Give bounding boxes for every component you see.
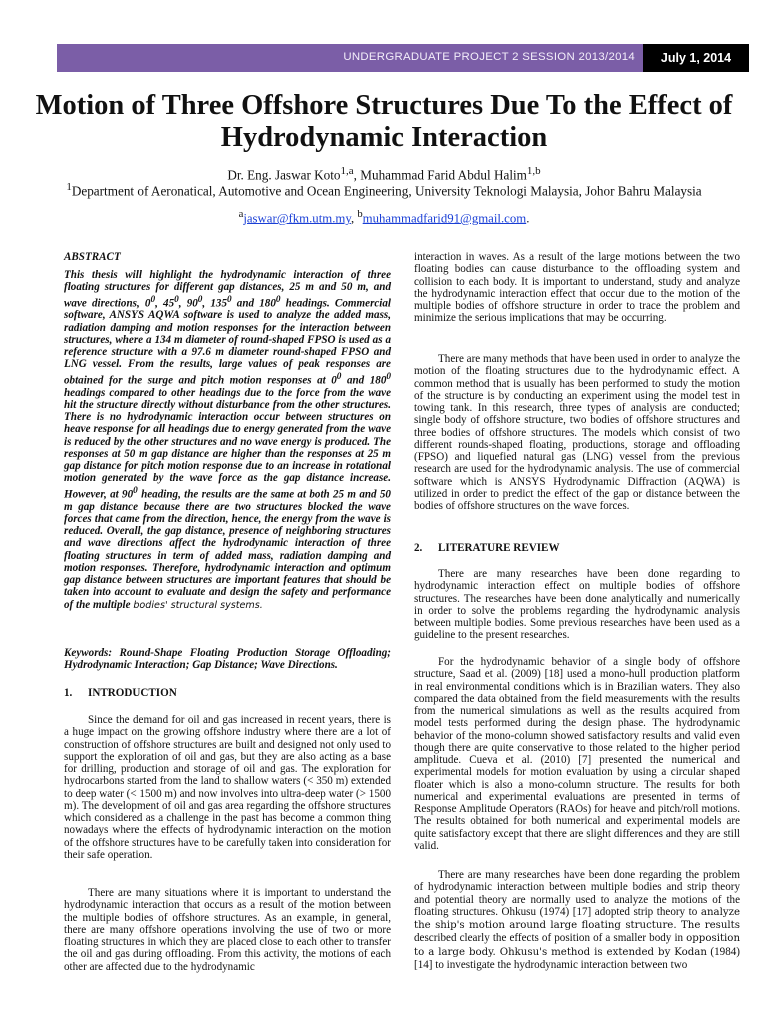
affiliation-sup: 1 xyxy=(66,181,72,193)
email-a-sup: a xyxy=(238,209,244,220)
author-2-sup: 1,b xyxy=(526,165,541,177)
author-separator: , xyxy=(353,167,361,183)
keywords: Keywords: Round-Shape Floating Production Storage Offloading; Hydrodynamic Interaction; Gap Distance; Wave Directions. xyxy=(64,647,391,672)
abstract-body xyxy=(64,269,391,612)
right-paragraph-2: There are many methods that have been used in order to analyze the motion of the floating structures due to the hydrodynamic effect. A common method that is usually has been performed to study the motion of the structure is by conducting an experiment using the model test in towing tank. In this research, three types of analysis are conducted; single body of offshore structure, two bodies of offshore structures and three bodies of offshore structures. The models which consist of two different rounds-shaped floating, productions, storage and offloading (FPSO) and liquefied natural gas (LNG) vessel from the previous research are used for the hydrodynamic analysis. The use of commercial software which is ANSYS Hydrodynamic Diffraction (AQWA) is utilized in order to predict the effect of the gap or distance between the bodies of offshore structures on the wave forces. xyxy=(414,353,740,512)
affiliation xyxy=(20,180,748,199)
abstract-text-6: headings. Commercial software, ANSYS AQWA software is used to analyze the added mass, radiation damping and motion responses for the interaction between structures, where a 134 m diameter of round-shaped FPSO is used as a reference structure with a 97.6 m diameter round-shaped FPSO and LNG vessel. From the results, large values of peak responses are obtained for the surge and pitch motion responses at 0 xyxy=(64,297,392,387)
email-line xyxy=(20,208,748,225)
abstract-text-4: , 135 xyxy=(202,297,228,310)
degree-sup: 0 xyxy=(227,294,232,305)
degree-sup: 0 xyxy=(336,371,342,382)
author-1-sup: 1,a xyxy=(340,165,354,177)
email-link-a[interactable]: jaswar@fkm.utm.my xyxy=(243,211,351,226)
section-1-number: 1. xyxy=(64,687,73,699)
section-1-heading xyxy=(64,687,177,699)
intro-paragraph-2: There are many situations where it is important to understand the hydrodynamic interaction that occurs as a result of the motion between the multiple bodies of offshore structures. As an example, in general, there are many offshore operations involving the use of two or more floating structures in which they are placed close to each other to transfer the oil and gas during offloading. From this activity, the motions of each other are affected due to the hydrodynamic xyxy=(64,887,391,973)
abstract-text-5: and 180 xyxy=(231,297,276,310)
degree-sup: 0 xyxy=(133,485,138,496)
degree-sup: 0 xyxy=(275,294,281,305)
paper-title: Motion of Three Offshore Structures Due To the Effect of Hydrodynamic Interaction xyxy=(35,90,733,153)
section-2-heading xyxy=(414,542,560,554)
email-end: . xyxy=(526,211,530,226)
literature-paragraph-3 xyxy=(414,869,740,971)
header-session-text: UNDERGRADUATE PROJECT 2 SESSION 2013/2014 xyxy=(343,51,635,63)
degree-sup: 0 xyxy=(150,294,156,305)
author-1: Dr. Eng. Jaswar Koto xyxy=(227,167,341,183)
abstract-heading: ABSTRACT xyxy=(64,251,121,263)
literature-paragraph-1: There are many researches have been done regarding to hydrodynamic interaction effect on multiple bodies of offshore structures. The researches have been done analytically and numerically in order to solve the problems regarding the hydrodynamic analysis between multiple bodies. Some previous researches have been used as a guideline to the present researches. xyxy=(414,568,740,642)
degree-sup: 0 xyxy=(386,371,391,382)
section-2-title: LITERATURE REVIEW xyxy=(438,542,560,554)
header-date: July 1, 2014 xyxy=(643,44,749,72)
degree-sup: 0 xyxy=(174,294,179,305)
abstract-text-1: This thesis will highlight the hydrodynamic interaction of three floating structures for different gap distances, 25 m and 50 m, and wave directions, 0 xyxy=(64,269,391,310)
literature-p3-text-4: opposition to a large body. Ohkusu's method is extended by Kodan xyxy=(414,933,740,958)
section-2-number: 2. xyxy=(414,542,423,554)
literature-p3-text-3: described clearly the effects of position of a smaller body in xyxy=(414,932,687,945)
section-1-title: INTRODUCTION xyxy=(88,687,177,699)
header-session-band xyxy=(57,44,643,72)
literature-p3-text-1: There are many researches have been done regarding the problem of hydrodynamic interaction between multiple bodies and strip theory and potential theory are normally used to analyze the motions of the floating structures. Ohkusu (1974) [17] adopted strip theory to xyxy=(414,869,740,918)
literature-paragraph-2: For the hydrodynamic behavior of a single body of offshore structure, Saad et al. (2009) [18] used a mono-hull production platform in real environmental conditions which is in Brazilian waters. They also compared the data obtained from the field measurements with the results from the numerical simulations as well as the results acquired from model tests performed during the design phase. The hydrodynamic behavior of the mono-column showed satisfactory results and valid even though there are quite conservative to those related to the higher period amplitude. Cueva et al. (2010) [7] presented the numerical and experimental models for motion evaluation by using a circular shaped floater which is also a mono-column structure. The results for both numerical and experimental evaluations are presented in terms of Response Amplitude Operators (RAOs) for heave and pitch/roll motions. The results obtained for both numerical and experimental models are quite satisfactory except that there are slight differences and they are still valid. xyxy=(414,656,740,852)
degree-sup: 0 xyxy=(197,294,203,305)
email-link-b[interactable]: muhammadfarid91@gmail.com xyxy=(362,211,527,226)
literature-p3-text-2: analyze the ship's motion around large floating structure. The results xyxy=(414,906,740,931)
abstract-text-tail: bodies' structural systems. xyxy=(133,599,263,611)
abstract-text-7: and 180 xyxy=(341,374,387,387)
literature-p3-text-5: (1984) [14] to investigate the hydrodynamic interaction between two xyxy=(414,945,740,971)
author-2: Muhammad Farid Abdul Halim xyxy=(360,167,527,183)
abstract-text-8: headings compared to other headings due to the force from the wave hit the structure directly without disturbance from the other structures. There is no hydrodynamic interaction occur between structures on heave response for all headings due to energy generated from the wave is reduced by the other structures and no wave energy is produced. The responses at 50 m gap distance are higher than the responses at 25 m gap distance for pitch motion response due to an increase in rotational motion generated by the wave force as the gap distance increase. However, at 90 xyxy=(64,386,391,501)
email-b-sup: b xyxy=(357,209,363,220)
intro-paragraph-1: Since the demand for oil and gas increased in recent years, there is a huge impact on the growing offshore industry where there are a lot of construction of offshore structures are built and designed not only used to support the exploration of oil and gas, but they are also acting as a base for drilling, production and storage of oil and gas. The exploration for hydrocarbons started from the land to shallow waters (< 350 m) extended to deep water (< 1500 m) and now involves into ultra-deep water (> 1500 m). The development of oil and gas area regarding the offshore structures which considered as a challenge in the past has become a common thing nowadays where the effects of hydrodynamic interaction on the motion of the offshore structures have to be carefully taken into consideration for their safe operation. xyxy=(64,714,391,861)
abstract-text-2: , 45 xyxy=(155,297,175,310)
affiliation-text: Department of Aeronatical, Automotive and Ocean Engineering, University Teknologi Malaysia, Johor Bahru Malaysia xyxy=(71,183,702,199)
email-separator: , xyxy=(350,211,358,226)
abstract-text-3: , 90 xyxy=(178,297,198,310)
abstract-text-9: heading, the results are the same at both 25 m and 50 m gap distance because there are two structures blocked the wave forces that came from the direction, hence, the energy from the wave is reduced. Overall, the gap distance, presence of neighboring structures and wave directions affect the hydrodynamic interaction of three floating structures in term of added mass, radiation damping and motion responses. Therefore, hydrodynamic interaction and optimum gap distance between structures are important features that should be taken into account to evaluate and design the safety and performance of the multiple xyxy=(64,488,391,611)
right-paragraph-1: interaction in waves. As a result of the large motions between the two floating bodies can cause disturbance to the offloading system and collision to each body. It is important to understand, study and analyze the hydrodynamic interaction effect that occur due to the motion of the multiple bodies of offshore structure in order to trace the problem and minimize the serious implications that may be occurring. xyxy=(414,251,740,325)
